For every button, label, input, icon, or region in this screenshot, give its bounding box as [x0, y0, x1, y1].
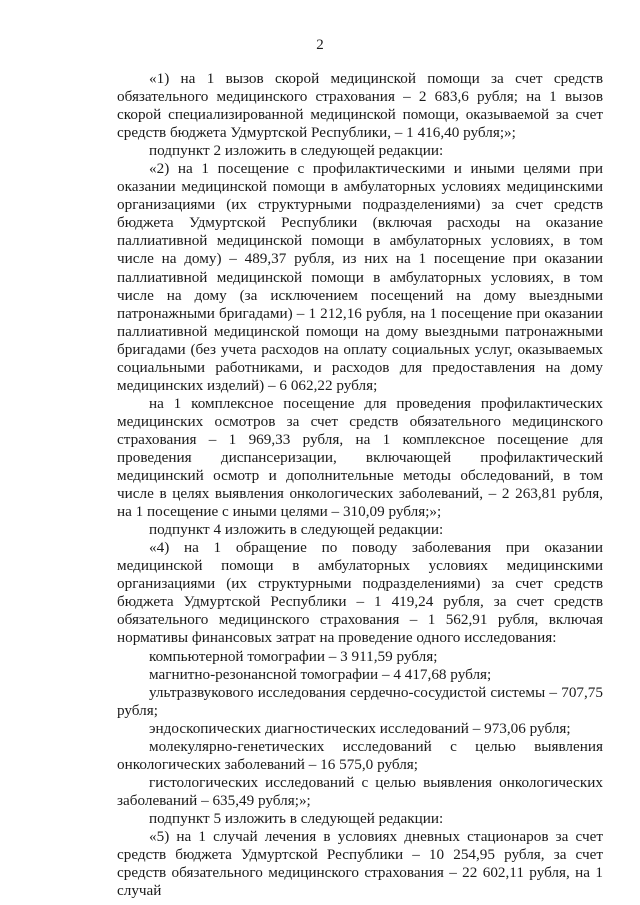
document-body: [117, 70, 603, 900]
paragraph-subclause-4-heading: подпункт 4 изложить в следующей редакции:: [149, 521, 444, 539]
paragraph-ultrasound-norm: ультразвукового исследования сердечно-сосудистой системы – 707,75 рубля;: [117, 683, 603, 719]
paragraph-day-hospital-norms: «5) на 1 случай лечения в условиях дневных стационаров за счет средств бюджета Удмуртской Республики – 10 254,95 рубля, за счет средств обязательного медицинского страхования – 22 602,11 рубля, на 1 случай: [117, 827, 603, 900]
paragraph-endoscopy-norm: эндоскопических диагностических исследований – 973,06 рубля;: [149, 719, 571, 737]
paragraph-mri-norm: магнитно-резонансной томографии – 4 417,68 рубля;: [149, 665, 492, 683]
paragraph-subclause-5-heading: подпункт 5 изложить в следующей редакции:: [149, 809, 444, 827]
paragraph-ambulance-call-norms: «1) на 1 вызов скорой медицинской помощи за счет средств обязательного медицинского страхования – 2 683,6 рубля; на 1 вызов скорой специализированной медицинской помощи, оказываемой за счет средств бюджета Удмуртской Республики, – 1 416,40 рубля;»;: [117, 70, 603, 142]
paragraph-complex-visit-norms: на 1 комплексное посещение для проведения профилактических медицинских осмотров за счет средств обязательного медицинского страхования – 1 969,33 рубля, на 1 комплексное посещение для проведения диспансеризации, включающей профилактический медицинский осмотр и дополнительные методы обследований, в том числе в целях выявления онкологических заболеваний, – 2 263,81 рубля, на 1 посещение с иными целями – 310,09 рубля;»;: [117, 394, 603, 521]
paragraph-subclause-2-heading: подпункт 2 изложить в следующей редакции:: [149, 142, 444, 160]
paragraph-outpatient-visit-norms: «2) на 1 посещение с профилактическими и иными целями при оказании медицинской помощи в амбулаторных условиях медицинскими организациями (их структурными подразделениями) за счет средств бюджета Удмуртской Республики (включая расходы на оказание паллиативной медицинской помощи в амбулаторных условиях, в том числе на дому) – 489,37 рубля, из них на 1 посещение при оказании паллиативной медицинской помощи в амбулаторных условиях, в том числе на дому (за исключением посещений на дому выездными патронажными бригадами) – 1 212,16 рубля, на 1 посещение при оказании паллиативной медицинской помощи на дому выездными патронажными бригадами (без учета расходов на оплату социальных услуг, оказываемых социальными работниками, и расходов для предоставления на дому медицинских изделий) – 6 062,22 рубля;: [117, 160, 603, 394]
paragraph-disease-appeal-norms: «4) на 1 обращение по поводу заболевания при оказании медицинской помощи в амбулаторных условиях медицинскими организациями (их структурными подразделениями) за счет средств бюджета Удмуртской Республики – 1 419,24 рубля, за счет средств обязательного медицинского страхования – 1 562,91 рубля, включая нормативы финансовых затрат на проведение одного исследования:: [117, 539, 603, 647]
page-number: 2: [316, 37, 324, 53]
paragraph-ct-norm: компьютерной томографии – 3 911,59 рубля;: [149, 647, 438, 665]
paragraph-molecular-genetic-norm: молекулярно-генетических исследований с целью выявления онкологических заболеваний – 16 575,0 рубля;: [117, 737, 603, 773]
paragraph-histology-norm: гистологических исследований с целью выявления онкологических заболеваний – 635,49 рубля;»;: [117, 773, 603, 809]
